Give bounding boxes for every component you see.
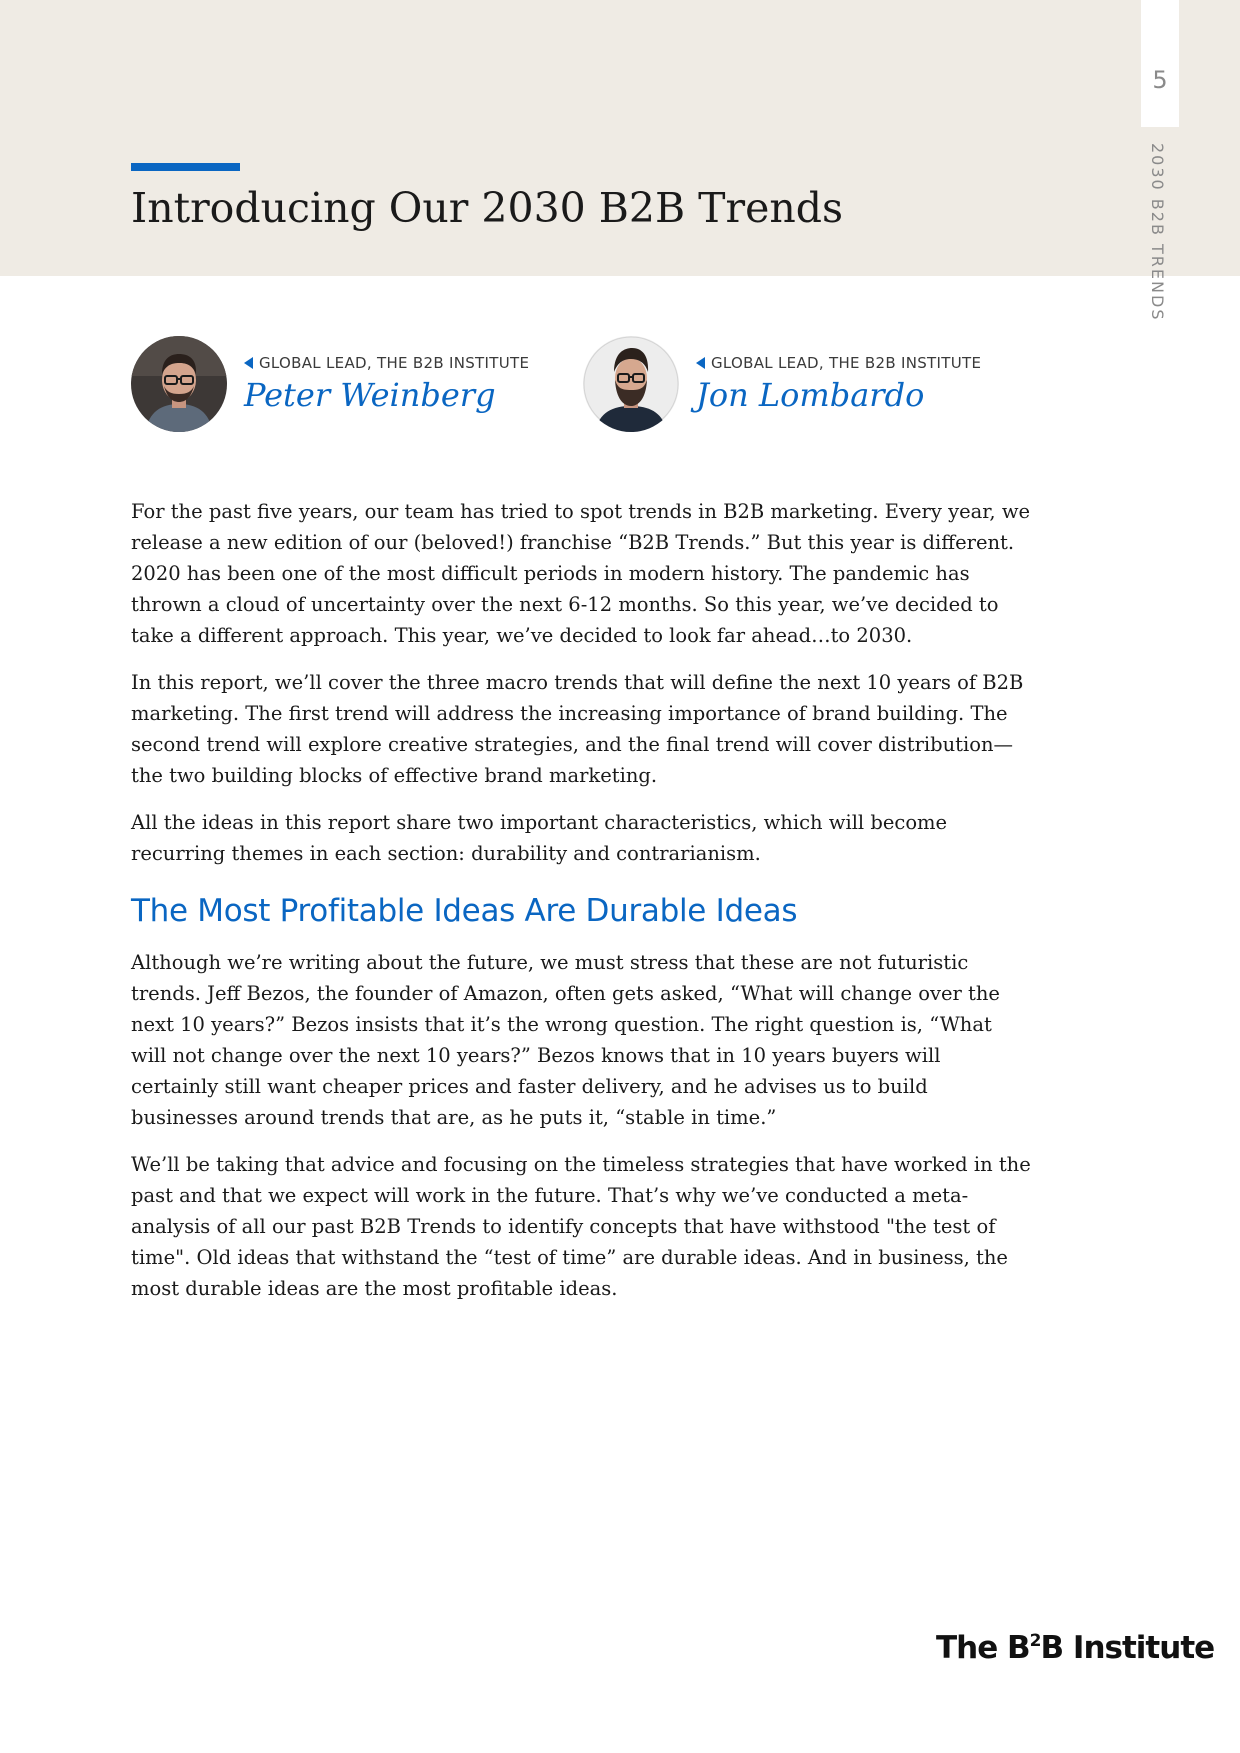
page-number-tab — [1141, 0, 1179, 127]
author-name: Peter Weinberg — [244, 376, 496, 414]
header-band — [0, 0, 1240, 276]
author-role: GLOBAL LEAD, THE B2B INSTITUTE — [244, 354, 529, 372]
author-name: Jon Lombardo — [696, 376, 925, 414]
author-role: GLOBAL LEAD, THE B2B INSTITUTE — [696, 354, 981, 372]
author-photo — [131, 336, 227, 432]
caret-left-icon — [696, 357, 705, 369]
intro-paragraph: For the past five years, our team has tried to spot trends in B2B marketing. Every year, we release a new edition of our (beloved!) franchise “B2B Trends.” But this year is different. 2020 has been one of the most difficult periods in modern history. The pandemic has thrown a cloud of uncertainty over the next 6-12 months. So this year, we’ve decided to take a different approach. This year, we’ve decided to look far ahead…to 2030. — [131, 500, 1031, 647]
page-number: 5 — [1152, 66, 1168, 94]
author-photo — [583, 336, 679, 432]
intro-paragraph: All the ideas in this report share two important characteristics, which will become recurring themes in each section: durability and contrarianism. — [131, 811, 948, 865]
section-paragraph: We’ll be taking that advice and focusing on the timeless strategies that have worked in the past and that we expect will work in the future. That’s why we’ve conducted a meta-analysis of all our past B2B Trends to identify concepts that have withstood "the test of time". Old ideas that withstand the “test of time” are durable ideas. And in business, the most durable ideas are the most profitable ideas. — [131, 1153, 1031, 1300]
running-head: 2030 B2B TRENDS — [1148, 143, 1167, 322]
page-title: Introducing Our 2030 B2B Trends — [131, 184, 844, 232]
section-paragraph: Although we’re writing about the future, we must stress that these are not futuristic trends. Jeff Bezos, the founder of Amazon, often gets asked, “What will change over the next 10 years?” Bezos insists that it’s the wrong question. The right question is, “What will not change over the next 10 years?” Bezos knows that in 10 years buyers will certainly still want cheaper prices and faster delivery, and he advises us to build businesses around trends that are, as he puts it, “stable in time.” — [131, 951, 1000, 1129]
caret-left-icon — [244, 357, 253, 369]
intro-paragraph: In this report, we’ll cover the three macro trends that will define the next 10 years of B2B marketing. The first trend will address the increasing importance of brand building. The second trend will explore creative strategies, and the final trend will cover distribution—the two building blocks of effective brand marketing. — [131, 671, 1024, 787]
b2b-institute-logo: The $B^2B$ Institute — [936, 1630, 1215, 1666]
section-heading: The Most Profitable Ideas Are Durable Ideas — [131, 893, 798, 929]
article-body — [131, 496, 1031, 1320]
title-accent-bar — [131, 163, 240, 171]
